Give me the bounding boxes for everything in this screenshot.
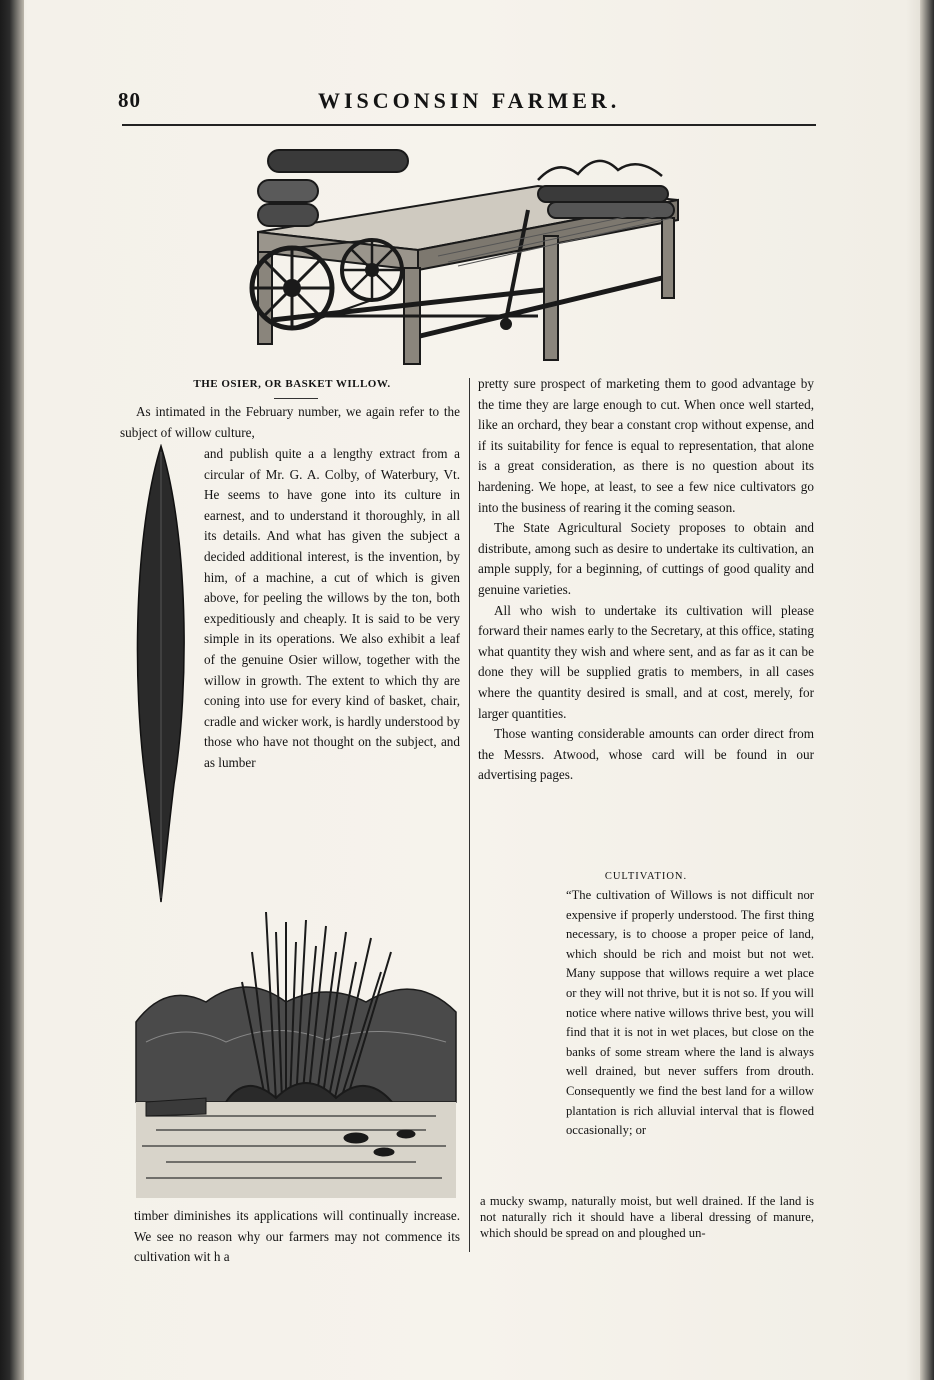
willow-peeling-machine-illustration (238, 140, 694, 368)
cultivation-continued: a mucky swamp, naturally moist, but well drained. If the land is not naturally rich it should have a liberal dressing of manure, which should be spread on and ploughed un- (480, 1194, 814, 1240)
article-heading: THE OSIER, OR BASKET WILLOW. (193, 378, 391, 390)
column-divider (469, 378, 470, 1252)
page-edge (920, 0, 934, 1380)
cultivation-text: “The cultivation of Willows is not difficult nor expensive if properly understood. The first thing necessary, is to choose a proper peice of land, which should be rich and moist but not wet. Many suppose that willows require a wet place or they will not thrive, but it is not so. If you will notice where native willows thrive best, you will find that it is not in wet places, but close on the banks of some stream where the land is always well drained, but never suffers from drouth. Consequently we find the best land for a willow plantation is rich alluvial interval that is flowed occasionally; or (566, 888, 814, 1138)
paragraph-marketing: pretty sure prospect of marketing them to good advantage by the time they are large enough to cut. When once well started, like an orchard, they bear a constant crop without expense, and if its suitability for fence is equal to representation, that alone is a great consideration, as there is no question about its hardening. We hope, at least, to see a few nice cultivators go into the business of rearing it the coming season. (478, 376, 814, 515)
running-title: WISCONSIN FARMER. (318, 88, 621, 113)
right-column-text (478, 374, 814, 786)
osier-leaf-illustration (130, 444, 192, 904)
cultivation-heading: CULTIVATION. (604, 871, 688, 882)
heading-rule (274, 398, 318, 399)
header-rule (122, 124, 816, 126)
article-intro: As intimated in the February number, we again refer to the subject of willow culture, (120, 404, 460, 440)
article-body-wrap: and publish quite a a lengthy extract from a circular of Mr. G. A. Colby, of Waterbury, Vt. He seems to have gone into its culture in earnest, and to understand it thoroughly, in all its details. And what has given the subject a decided additional interest, is the invention, by him, of a machine, a cut of which is given above, for peeling the willows by the ton, both expeditiously and cheaply. It is said to be very simple in its operations. We also exhibit a leaf of the genuine Osier willow, together with the willow in growth. The extent to which thy are coning into use for every kind of basket, chair, cradle and wicker work, is hardly understood by those who have not thought on the subject, and as lumber (204, 446, 460, 770)
article-left-bottom: timber diminishes its applications will continually increase. We see no reason why our farmers may not commence its cultivation wit h a (134, 1208, 460, 1265)
paragraph-secretary: All who wish to undertake its cultivation will please forward their names early to the Secretary, at this office, stating what quantity they wish and where sent, and as far as it can be done they will be supplied gratis to members, in all cases where the quantity desired is small, and at cost, merely, for larger quantities. (478, 602, 814, 721)
paragraph-state-society: The State Agricultural Society proposes to obtain and distribute, among such as desire to undertake its cultivation, an ample supply, for a beginning, of cuttings of good quality and genuine varieties. (478, 520, 814, 597)
binding-shadow (0, 0, 24, 1380)
willows-in-growth-illustration (126, 902, 464, 1202)
paragraph-atwood: Those wanting considerable amounts can order direct from the Messrs. Atwood, whose card will be found in our advertising pages. (478, 726, 814, 783)
page-number: 80 (118, 88, 141, 112)
page-header (118, 88, 818, 124)
